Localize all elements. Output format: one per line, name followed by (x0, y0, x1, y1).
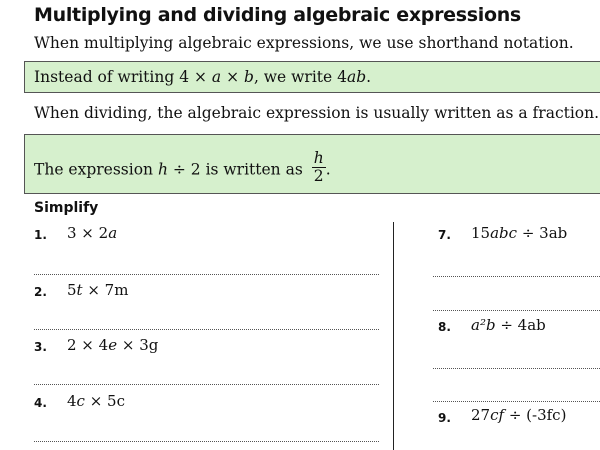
page-title: Multiplying and dividing algebraic expressions (34, 4, 521, 26)
question-expression: 15abc ÷ 3ab (471, 224, 568, 242)
question-number: 2. (34, 285, 47, 299)
answer-line[interactable] (433, 310, 600, 311)
example-text-multiply: Instead of writing 4 × a × b, we write 4ab. (34, 68, 372, 86)
question-expression: 4c × 5c (67, 392, 126, 410)
answer-line[interactable] (34, 274, 379, 275)
dividing-text: When dividing, the algebraic expression is usually written as a fraction. (34, 104, 600, 122)
question-number: 8. (438, 320, 451, 334)
answer-line[interactable] (433, 368, 600, 369)
answer-line[interactable] (433, 276, 600, 277)
question-expression: a²b ÷ 4ab (471, 316, 546, 334)
question-expression: 5t × 7m (67, 281, 129, 299)
answer-line[interactable] (34, 329, 379, 330)
answer-line[interactable] (34, 441, 379, 442)
fraction-h-over-2: $\frac{h}{2}$ (312, 150, 326, 185)
question-number: 1. (34, 228, 47, 242)
example-box-multiply (24, 61, 600, 93)
example-box-divide (24, 134, 600, 194)
example-text-divide: The expression h ÷ 2 is written as $\frac{h}{2}$ . (34, 149, 331, 185)
question-number: 7. (438, 228, 451, 242)
question-expression: 2 × 4e × 3g (67, 336, 159, 354)
intro-text: When multiplying algebraic expressions, we use shorthand notation. (34, 34, 574, 52)
question-expression: 3 × 2a (67, 224, 118, 242)
question-expression: 27cf ÷ (-3fc) (471, 406, 567, 424)
column-divider (393, 222, 394, 450)
simplify-heading: Simplify (34, 200, 99, 216)
answer-line[interactable] (34, 384, 379, 385)
question-number: 9. (438, 411, 451, 425)
question-number: 3. (34, 340, 47, 354)
question-number: 4. (34, 396, 47, 410)
answer-line[interactable] (433, 401, 600, 402)
